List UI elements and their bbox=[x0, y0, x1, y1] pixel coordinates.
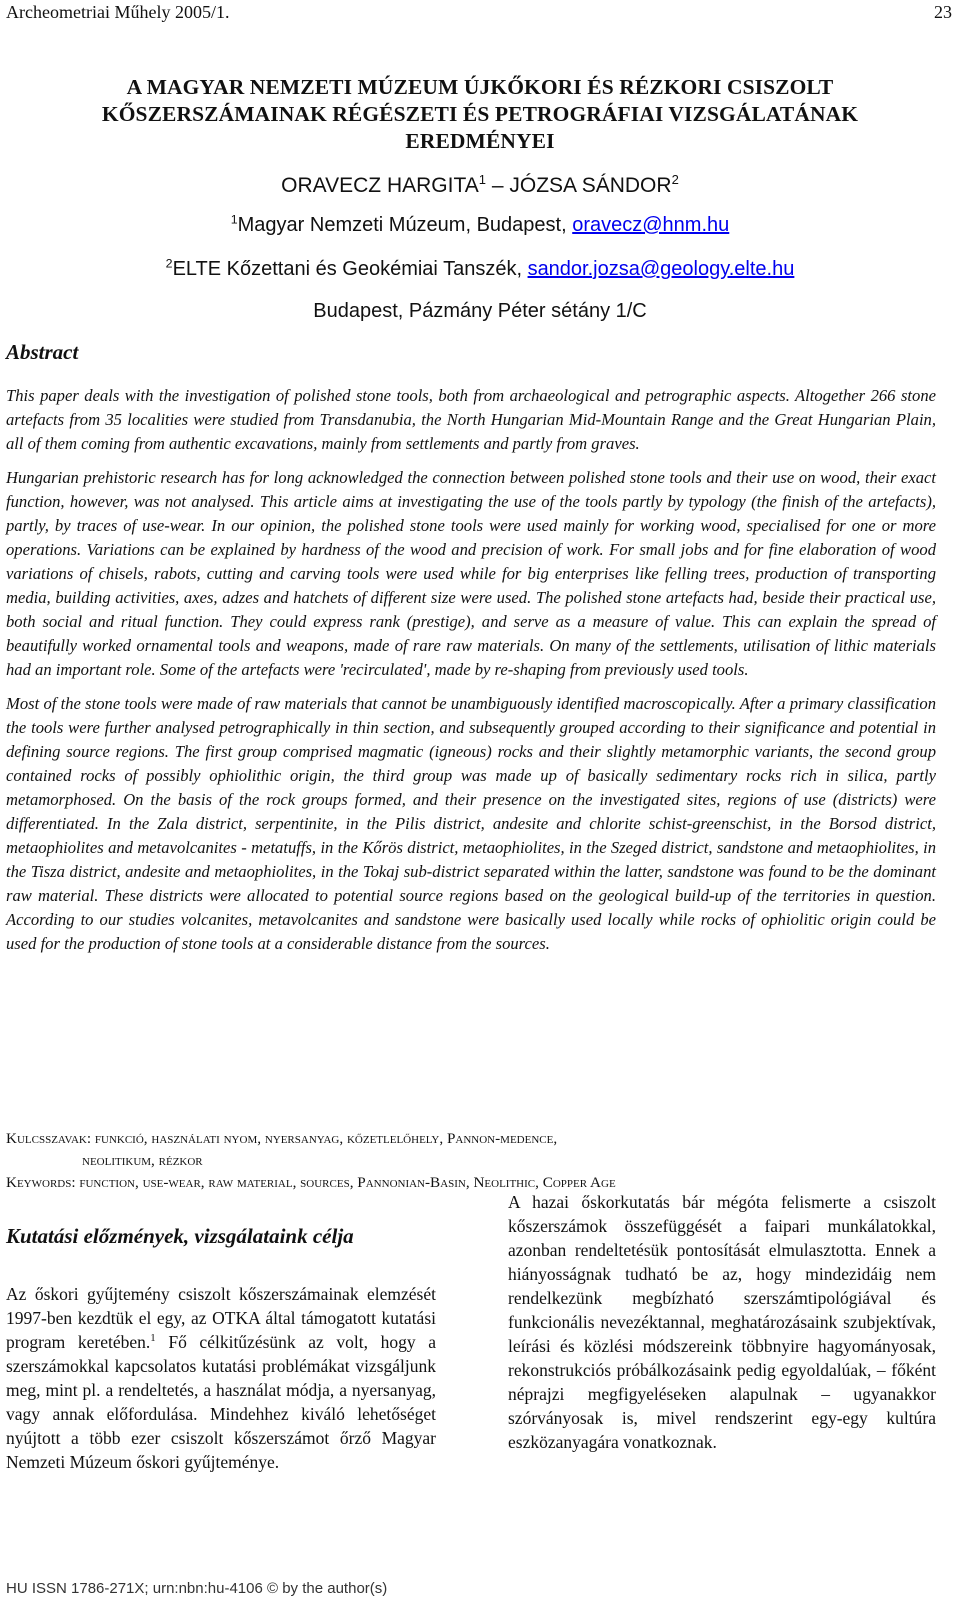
keywords-hu-terms: funkció, használati nyom, nyersanyag, kőzetlelőhely, Pannon-medence, bbox=[94, 1130, 558, 1147]
abstract-paragraph: Hungarian prehistoric research has for long acknowledged the connection between polished stone tools and their use on wood, their exact function, however, was not analysed. This article aims at investigating the use of the tools partly by typology (the finish of the artefacts), partly, by traces of use-wear. In our opinion, the polished stone tools were used mainly for working wood, specialised for one or more operations. Variations can be explained by hardness of the wood and precision of work. For small jobs and for fine elaboration of wood variations of chisels, rabots, cutting and carving tools were used while for big enterprises like felling trees, production of transporting media, building activities, axes, adzes and hatchets of different size were used. The polished stone artefacts had, beside their practical use, both social and ritual function. They could express rank (prestige), and serve as a measure of value. This can explain the spread of beautifully worked ornamental tools and weapons, made of rare raw materials. On many of the settlements, utilisation of lithic materials had an important role. Some of the artefacts were 'recirculated', made by re-shaping from previously used tools. bbox=[6, 468, 936, 679]
title-line: A MAGYAR NEMZETI MÚZEUM ÚJKŐKORI ÉS RÉZKORI CSISZOLT bbox=[126, 75, 834, 99]
keywords-en-terms: function, use-wear, raw material, sources, Pannonian-Basin, Neolithic, Copper Age bbox=[79, 1174, 616, 1191]
abstract-body bbox=[6, 384, 936, 966]
title-line: KŐSZERSZÁMAINAK RÉGÉSZETI ÉS PETROGRÁFIAI VIZSGÁLATÁNAK bbox=[101, 102, 859, 126]
affiliation-mark: 2 bbox=[165, 256, 173, 271]
affiliation-address bbox=[0, 300, 960, 323]
affiliation-1 bbox=[0, 214, 960, 237]
affiliation-2 bbox=[0, 258, 960, 281]
left-column bbox=[6, 1224, 436, 1474]
right-column bbox=[508, 1190, 936, 1454]
keywords-hungarian bbox=[6, 1128, 936, 1150]
author-affiliation-mark: 2 bbox=[671, 172, 679, 187]
body-text: Az őskori gyűjtemény csiszolt kőszerszámainak elemzését 1997-ben kezdtük el egy, az OTKA által támogatott kutatási program keretében. bbox=[6, 1284, 436, 1352]
abstract-heading: Abstract bbox=[6, 340, 79, 364]
keywords-block bbox=[6, 1128, 936, 1194]
paper-title bbox=[0, 74, 960, 155]
running-head bbox=[6, 2, 952, 26]
page-footer: HU ISSN 1786-271X; urn:nbn:hu-4106 © by the author(s) bbox=[6, 1580, 388, 1597]
author-name: JÓZSA SÁNDOR bbox=[509, 174, 672, 197]
abstract-paragraph: Most of the stone tools were made of raw materials that cannot be unambiguously identified macroscopically. After a primary classification the tools were further analysed petrographically in thin section, and subsequently grouped according to their significance and potential in defining source regions. The first group comprised magmatic (igneous) rocks and their slightly metamorphic variants, the second group contained rocks of possibly ophiolithic origin, the third group was made up of basically sedimentary rocks rich in silica, partly metamorphosed. On the basis of the rock groups formed, and their presence on the investigated sites, regions of use (districts) were differentiated. In the Zala district, serpentinite, in the Pilis district, andesite and chlorite schist-greenschist, in the Borsod district, metaophiolites and metavolcanites - metatuffs, in the Kőrös district, metaophiolites, in the Szeged district, sandstone and metaophiolites, in the Tisza district, andesite and metaophiolites, in the Tokaj sub-district separated within the latter, sandstone was found to be the dominant raw material. These districts were allocated to potential source regions based on the geological build-up of the territories in question. According to our studies volcanites, metavolcanites and sandstone were basically used locally while rocks of ophiolitic origin could be used for the production of stone tools at a considerable distance from the sources. bbox=[6, 694, 936, 953]
title-line: EREDMÉNYEI bbox=[405, 129, 555, 153]
author-line bbox=[0, 174, 960, 198]
footnote-mark[interactable]: 1 bbox=[150, 1332, 156, 1345]
keywords-hu-label: Kulcsszavak: bbox=[6, 1130, 92, 1147]
body-paragraph bbox=[6, 1282, 436, 1474]
abstract-paragraph: This paper deals with the investigation of polished stone tools, both from archaeological and petrographic aspects. Altogether 266 stone artefacts from 35 localities were studied from Transdanubia, the North Hungarian Mid-Mountain Range and the Great Hungarian Plain, all of them coming from authentic excavations, mainly from settlements and partly from graves. bbox=[6, 386, 936, 453]
keywords-en-label: Keywords: bbox=[6, 1174, 76, 1191]
keywords-hungarian-continued bbox=[6, 1150, 936, 1172]
page-number: 23 bbox=[934, 2, 952, 22]
author-name: ORAVECZ HARGITA bbox=[281, 174, 479, 197]
affiliation-mark: 1 bbox=[230, 212, 238, 227]
affiliation-text: Magyar Nemzeti Múzeum, Budapest, bbox=[237, 214, 573, 236]
address-text: Budapest, Pázmány Péter sétány 1/C bbox=[313, 300, 647, 322]
body-paragraph: A hazai őskorkutatás bár mégóta felismerte a csiszolt kőszerszámok összefüggését a faipari munkálatokkal, azonban rendeltetésük pontosítását elmulasztotta. Ennek a hiányosságnak tudható be az, hogy mindezidáig nem rendelkezünk megbízható szerszámtipológiával és funkcionális nevezéktannal, meghatározásaink szubjektívak, leírási és közlési módszereink többnyire hagyományosak, rekonstrukciós próbálkozásaink pedig egyoldalúak, – főként néprajzi megfigyeléseken alapulnak – ugyanakkor szórványosak is, mivel rendszerint egy-egy kultúra eszközanyagára vonatkoznak. bbox=[508, 1192, 936, 1452]
keywords-hu-terms: neolitikum, rézkor bbox=[82, 1152, 203, 1169]
section-heading: Kutatási előzmények, vizsgálataink célja bbox=[6, 1224, 354, 1248]
author-separator: – bbox=[486, 174, 510, 197]
email-link[interactable]: oravecz@hnm.hu bbox=[572, 214, 730, 236]
body-text: Fő célkitűzésünk az volt, hogy a szerszámokkal kapcsolatos kutatási problémákat vizsgáljunk meg, mint pl. a rendeltetés, a használat módja, a nyersanyag, vagy annak előfordulása. Mindehhez kiváló lehetőséget nyújtott a több ezer csiszolt kőszerszámot őrző Magyar Nemzeti Múzeum őskori gyűjteménye. bbox=[6, 1332, 437, 1472]
journal-name: Archeometriai Műhely 2005/1. bbox=[6, 2, 230, 22]
affiliation-text: ELTE Kőzettani és Geokémiai Tanszék, bbox=[172, 258, 528, 280]
email-link[interactable]: sandor.jozsa@geology.elte.hu bbox=[527, 258, 795, 280]
author-affiliation-mark: 1 bbox=[478, 172, 486, 187]
